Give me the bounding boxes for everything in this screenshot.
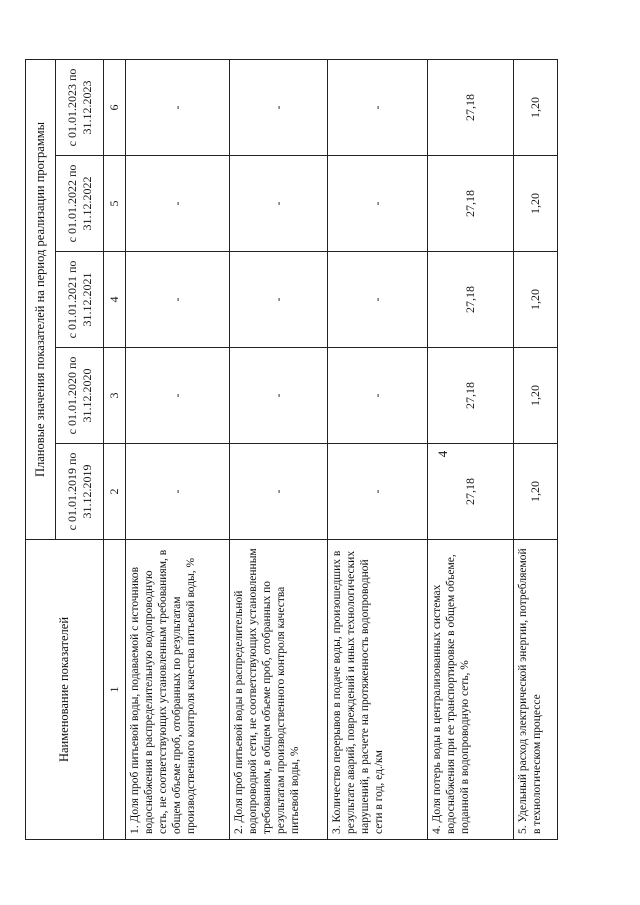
row-value: - bbox=[230, 156, 328, 252]
row-value: - bbox=[230, 444, 328, 540]
header-period-2020: с 01.01.2020 по 31.12.2020 bbox=[56, 348, 104, 444]
table-row bbox=[328, 59, 428, 839]
row-value: - bbox=[328, 252, 428, 348]
column-number: 5 bbox=[104, 156, 126, 252]
column-number: 1 bbox=[104, 540, 126, 840]
header-period-2019: с 01.01.2019 по 31.12.2019 bbox=[56, 444, 104, 540]
row-value: - bbox=[126, 348, 230, 444]
row-value: - bbox=[126, 156, 230, 252]
header-period-2023: с 01.01.2023 по 31.12.2023 bbox=[56, 59, 104, 155]
row-indicator-name: 5. Удельный расход электрической энергии, потребляемой в технологическом процессе bbox=[514, 540, 558, 840]
row-value: - bbox=[126, 252, 230, 348]
header-indicator-name: Наименование показателей bbox=[26, 540, 104, 840]
table-row bbox=[428, 59, 514, 839]
row-value: 27,18 bbox=[428, 156, 514, 252]
row-value: 1,20 bbox=[514, 348, 558, 444]
page-number: 4 bbox=[435, 450, 450, 458]
row-value: - bbox=[328, 444, 428, 540]
table-row bbox=[126, 59, 230, 839]
column-number: 3 bbox=[104, 348, 126, 444]
row-value: 1,20 bbox=[514, 444, 558, 540]
row-value: 27,18 bbox=[428, 348, 514, 444]
row-value: 27,18 bbox=[428, 59, 514, 155]
header-planned-values: Плановые значения показателей на период реализации программы bbox=[26, 59, 56, 539]
row-value: - bbox=[328, 348, 428, 444]
table-rotated-frame bbox=[25, 60, 544, 840]
row-value: 1,20 bbox=[514, 156, 558, 252]
column-number: 6 bbox=[104, 59, 126, 155]
row-value: 27,18 bbox=[428, 444, 514, 540]
row-value: - bbox=[230, 348, 328, 444]
row-value: - bbox=[230, 59, 328, 155]
header-row-group bbox=[26, 59, 56, 839]
column-numbers-row bbox=[104, 59, 126, 839]
column-number: 2 bbox=[104, 444, 126, 540]
row-value: - bbox=[126, 59, 230, 155]
row-value: 1,20 bbox=[514, 59, 558, 155]
header-period-2022: с 01.01.2022 по 31.12.2022 bbox=[56, 156, 104, 252]
row-indicator-name: 3. Количество перерывов в подаче воды, произошедших в результате аварий, повреждений и иных технологических нарушений, в расчете на протяженность водопроводной сети в год, ед./км bbox=[328, 540, 428, 840]
row-value: - bbox=[126, 444, 230, 540]
header-period-2021: с 01.01.2021 по 31.12.2021 bbox=[56, 252, 104, 348]
row-indicator-name: 1. Доля проб питьевой воды, подаваемой с источников водоснабжения в распределительную водопроводную сеть, не соответствующих установленным требованиям, в общем объеме проб, отобранных по результатам производственного контроля качества питьевой воды, % bbox=[126, 540, 230, 840]
row-value: - bbox=[328, 59, 428, 155]
column-number: 4 bbox=[104, 252, 126, 348]
table-row bbox=[514, 59, 558, 839]
row-indicator-name: 2. Доля проб питьевой воды в распределительной водопроводной сети, не соответствующих установленным требованиям, в общем объеме проб, отобранных по результатам производственного контроля качества питьевой воды, % bbox=[230, 540, 328, 840]
indicators-table bbox=[25, 59, 558, 840]
table-row bbox=[230, 59, 328, 839]
row-indicator-name: 4. Доля потерь воды в централизованных системах водоснабжения при ее транспортировке в общем объеме, поданной в водопроводную сеть, % bbox=[428, 540, 514, 840]
row-value: 1,20 bbox=[514, 252, 558, 348]
row-value: - bbox=[230, 252, 328, 348]
row-value: 27,18 bbox=[428, 252, 514, 348]
row-value: - bbox=[328, 156, 428, 252]
